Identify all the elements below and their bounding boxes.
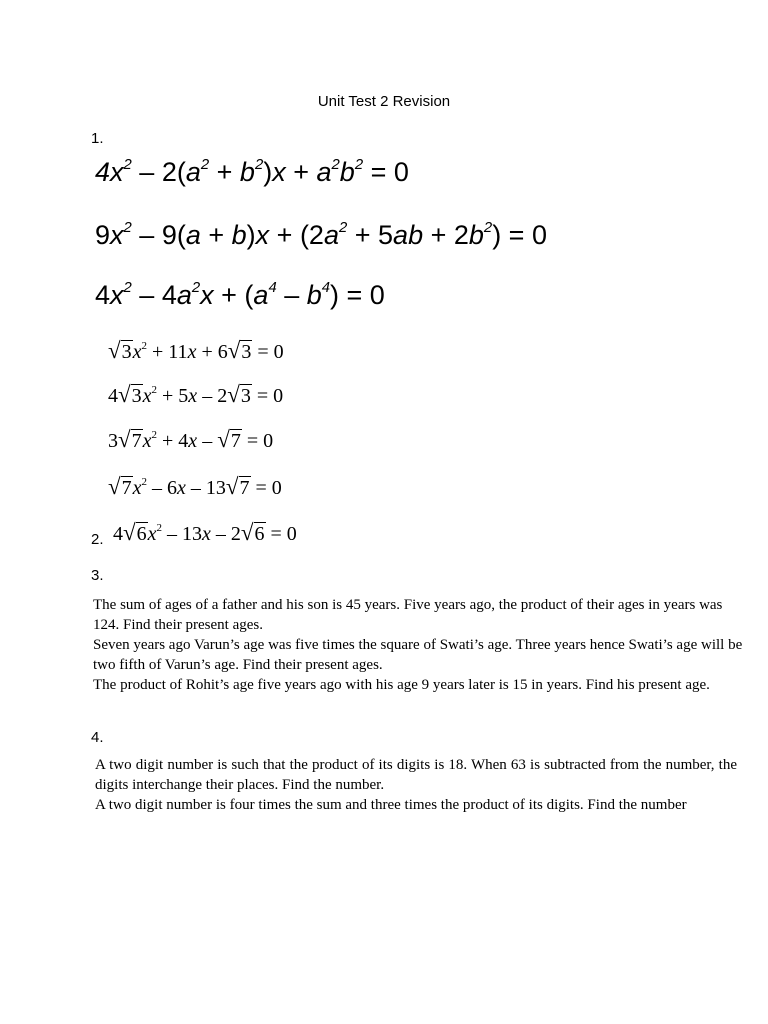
question-number-3: 3. — [91, 567, 104, 584]
problem-4b: A two digit number is four times the sum and three times the product of its digits. Find the number — [95, 797, 687, 813]
equation-1a: $4x^2 - 2(a^2 + b^2)x + a^2b^2 = 0$ — [95, 157, 409, 187]
page-title: Unit Test 2 Revision — [317, 93, 451, 110]
equation-1c: $4x^2 - 4a^2x + (a^4 - b^4) = 0$ — [95, 280, 385, 310]
section-4-problems — [95, 755, 737, 815]
question-number-1: 1. — [91, 130, 104, 147]
equation-1b: $9x^2 - 9(a + b)x + (2a^2 + 5ab + 2b^2) = 0$ — [95, 220, 547, 250]
question-number-4: 4. — [91, 729, 104, 746]
equation-1f: $3√7x^2 + 4x - √7 = 0$ — [108, 427, 274, 452]
equation-1d: $√3x^2 + 11x + 6√3 = 0$ — [108, 338, 284, 363]
problem-4a: A two digit number is such that the product of its digits is 18. When 63 is subtracted from the number, the digits interchange their places. Find the number. — [95, 757, 737, 793]
problem-3a: The sum of ages of a father and his son is 45 years. Five years ago, the product of their ages in years was 124. Find their present ages. — [93, 597, 723, 633]
section-3-problems — [93, 595, 743, 695]
question-number-2: 2. — [91, 531, 104, 548]
equation-1e: $4√3x^2 + 5x - 2√3 = 0$ — [108, 382, 284, 407]
problem-3c: The product of Rohit’s age five years ago with his age 9 years later is 15 in years. Find his present age. — [93, 677, 710, 693]
problem-3b: Seven years ago Varun’s age was five times the square of Swati’s age. Three years hence Swati’s age will be two fifth of Varun’s age. Find their present ages. — [93, 637, 743, 673]
equation-2a: $4√6x^2 - 13x - 2√6 = 0$ — [113, 520, 297, 545]
equation-1g: $√7x^2 - 6x - 13√7 = 0$ — [108, 474, 282, 499]
